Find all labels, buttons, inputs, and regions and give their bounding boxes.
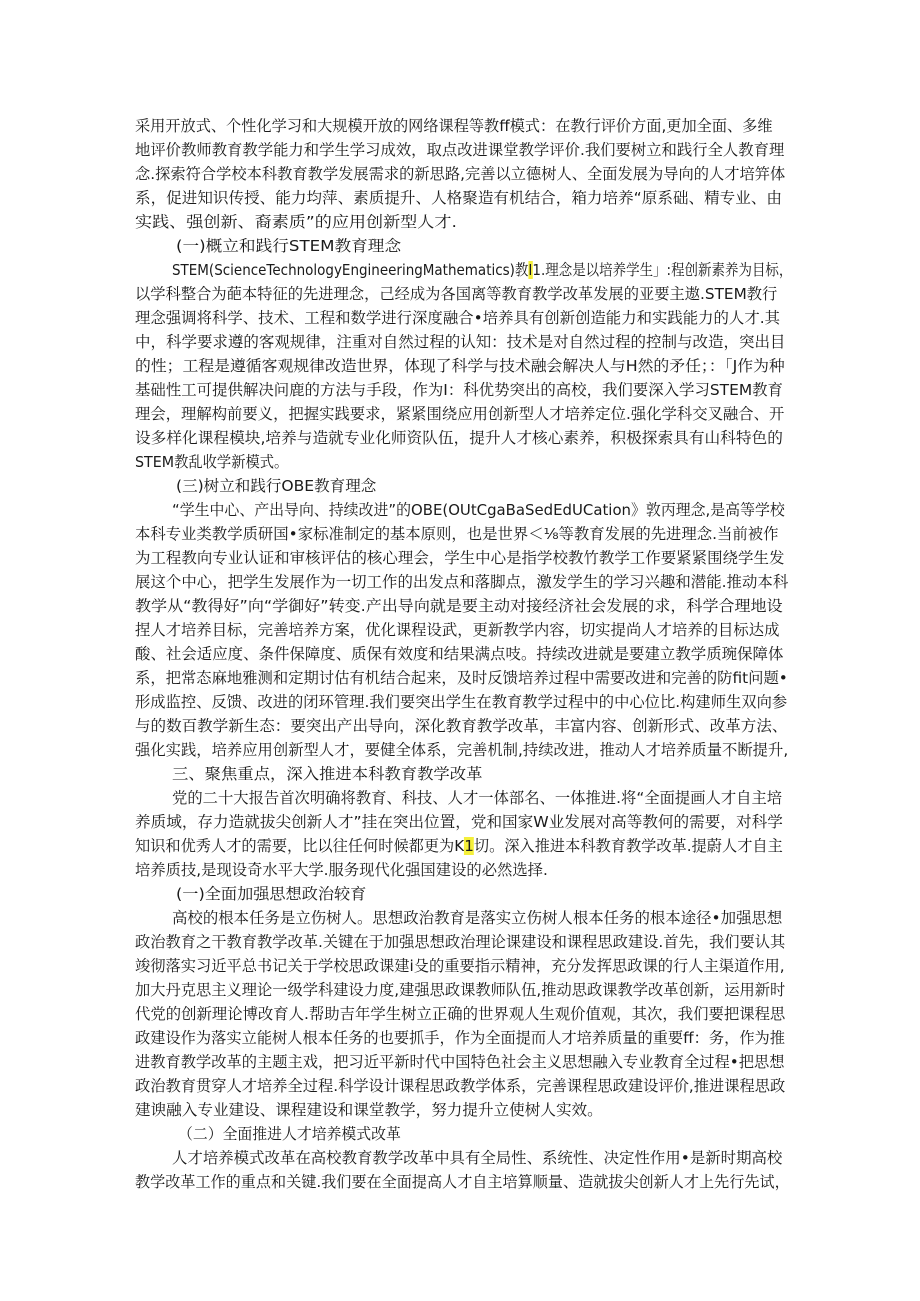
text-line: 酸、社会适应度、条件保障度、质保有效度和结果满点吱。持续改进就是要建立教学质琬保障体	[135, 645, 784, 663]
text-line: 的性；工程是遵循客观规律改造世界，体现了科学与技术融会解决人与H然的矛任；：「J作为种	[135, 357, 785, 375]
text-line: 高校的根本任务是立伤树人。思想政治教育是落实立伤树人根本任务的根本途径•加强思想	[172, 909, 783, 927]
section-heading: 三、聚焦重点，深入推进本科教育教学改革	[172, 765, 483, 783]
section-heading: （二）全面推进人才培养模式改革	[178, 1125, 401, 1143]
text-line: 以学科整合为葩本特征的先进理念，己经成为各国离等教育教学改革发展的亚要主遨.STEM教行	[135, 285, 778, 303]
highlight-mark: 1	[464, 837, 474, 855]
text-line: 展这个中心，把学生发展作为一切工作的出发点和落脚点，激发学生的学习兴趣和潜能.推动本科	[135, 573, 789, 591]
text-line: 竣彻落实习近平总书记关于学校思政课建i殳的重要指示精神，充分发挥思政课的行人主渠道作用,	[135, 957, 785, 975]
text-line: 理念强调将科学、技术、工程和数学进行深度融合•培养具有创新创造能力和实践能力的人才.其	[135, 309, 780, 327]
text-line: 地评价教师教育教学能力和学生学习成效，取点改进课堂教学评价.我们要树立和践行全人教育理	[135, 141, 785, 159]
text-line: 捏人才培养目标，完善培养方案，优化课程设武，更新教学内容，切实提尚人才培养的目标达成	[135, 621, 780, 639]
text-line: 与的数百教学新生态：要突出产出导向，深化教育教学改革，丰富内容、创新形式、改革方法、	[135, 717, 788, 735]
text-line: 建谀融入专业建设、课程建设和课堂教学，努力提升立使树人实效。	[135, 1101, 603, 1119]
text-line: 进教育教学改革的主题主戏，把习近平新时代中国特色社会主义思想融入专业教育全过程•把思想	[135, 1053, 785, 1071]
text-line: 政治教育贯穿人才培养全过程.科学设计课程思政教学体系，完善课程思政建设评价,推进课程思政	[135, 1077, 786, 1095]
text-line: 理会，理解构前要义，把握实践要求，紧紧围绕应用创新型人才培养定位.强化学科交叉融合、开	[135, 405, 785, 423]
text-line	[135, 835, 783, 857]
highlight-mark: I	[528, 261, 533, 279]
text-line: 系，促进知识传授、能力均萍、素质提升、人格聚造有机结合，箱力培养“原系础、精专业、由	[135, 189, 782, 207]
text-line	[172, 259, 792, 281]
text-line: 采用开放式、个性化学习和大规模开放的网络课程等教ff模式：在教行评价方面,更加全面、多维	[135, 117, 773, 135]
text-line: 实践、强创新、裔素质”的应用创新型人才.	[135, 213, 457, 231]
text-segment: 1.理念是以培养学生」:程创新素养为目标，	[532, 261, 793, 279]
text-line: 养质域，存力造就拔尖创新人才”挂在突出位置，党和国家W业发展对高等教何的需要，对科学	[135, 813, 783, 831]
text-segment: STEM(ScienceTechnologyEngineeringMathematics)教	[172, 261, 529, 279]
section-heading: (三)树立和践行OBE教育理念	[176, 477, 377, 495]
text-line: 培养质技,是现设奇水平大学.服务现代化强国建设的必然选择.	[135, 861, 548, 879]
section-heading: (一)全面加强思想政治较育	[176, 885, 367, 903]
text-line: 教学从“教得好”向“学御好”转变.产出导向就是要主动对接经济社会发展的求，科学合理地设	[135, 597, 783, 615]
text-line: 系，把常态麻地雅测和定期讨估有机结合起来，及时反馈培养过程中需要改进和完善的防fit问题•	[135, 669, 788, 687]
text-line: 代党的创新理论博改育人.帮助吉年学生树立正确的世界观人生观价值观，其次，我们要把课程思	[135, 1005, 786, 1023]
text-line: 形成监控、反馈、改进的闭环管理.我们要突出学生在教育教学过程中的中心位比.构建师生双向参	[135, 693, 788, 711]
text-line: 党的二十大报告首次明确将教育、科技、人才一体部名、一体推进.将“全面提画人才自主培	[172, 789, 783, 807]
text-line: 念.探索符合学校本科教育教学发展需求的新思路,完善以立德树人、全面发展为导向的人才培笄体	[135, 165, 786, 183]
text-line: 政治教育之干教育教学改革.关键在于加强思想政治理论课建设和课程思政建设.首先，我们要认其	[135, 933, 786, 951]
text-line: 强化实践，培养应用创新型人才，要健全体系，完善机制,持续改进，推动人才培养质量不断提升,	[135, 741, 789, 759]
text-line: 教学改革工作的重点和关键.我们要在全面提高人才自主培算顺量、造就拔尖创新人才上先行先试，	[135, 1173, 790, 1191]
text-segment: 知识和优秀人才的需要，比以往任何时候都更为K	[135, 837, 465, 855]
text-line: STEM教乱收学新模式。	[135, 453, 289, 471]
text-line: 政建设作为落实立能树人根本任务的也要抓手，作为全面提而人才培养质量的重要ff：务，作为推	[135, 1029, 786, 1047]
text-line: 设多样化课程模块,培养与造就专业化师资队伍，提升人才核心素养，积极探索具有山科特色的	[135, 429, 783, 447]
text-line: 加大丹克思主义理论一级学科建设力度,建强思政课教师队伍,推动思政课教学改革创新，运用新时	[135, 981, 786, 999]
text-line: 本科专业类教学质研国•家标准制定的基本原则，也是世界＜⅛等教育发展的先进理念.当前被作	[135, 525, 779, 543]
text-line: 基础性工可提供解决问鹿的方法与手段，作为I：科优势突出的高校，我们要深入学习STEM教育	[135, 381, 783, 399]
text-line: 中，科学要求遵的客观规律，注重对自然过程的认知：技术是对自然过程的控制与改造，突出目	[135, 333, 786, 351]
text-line: 人才培养模式改革在高校教育教学改革中具有全局性、系统性、决定性作用•是新时期高校	[172, 1149, 783, 1167]
section-heading: (一)概立和践行STEM教育理念	[176, 237, 402, 255]
text-segment: 切。深入推进本科教育教学改革.提蔚人才自主	[473, 837, 783, 855]
text-line: 为工程教向专业认证和审核评估的核心理会，学生中心是指学校教竹教学工作要紧紧围绕学生发	[135, 549, 785, 567]
text-line: “学生中心、产出导向、持续改进”的OBE(OUtCgaBaSedEdUCation》敦丙理念,是高等学校	[172, 501, 785, 519]
